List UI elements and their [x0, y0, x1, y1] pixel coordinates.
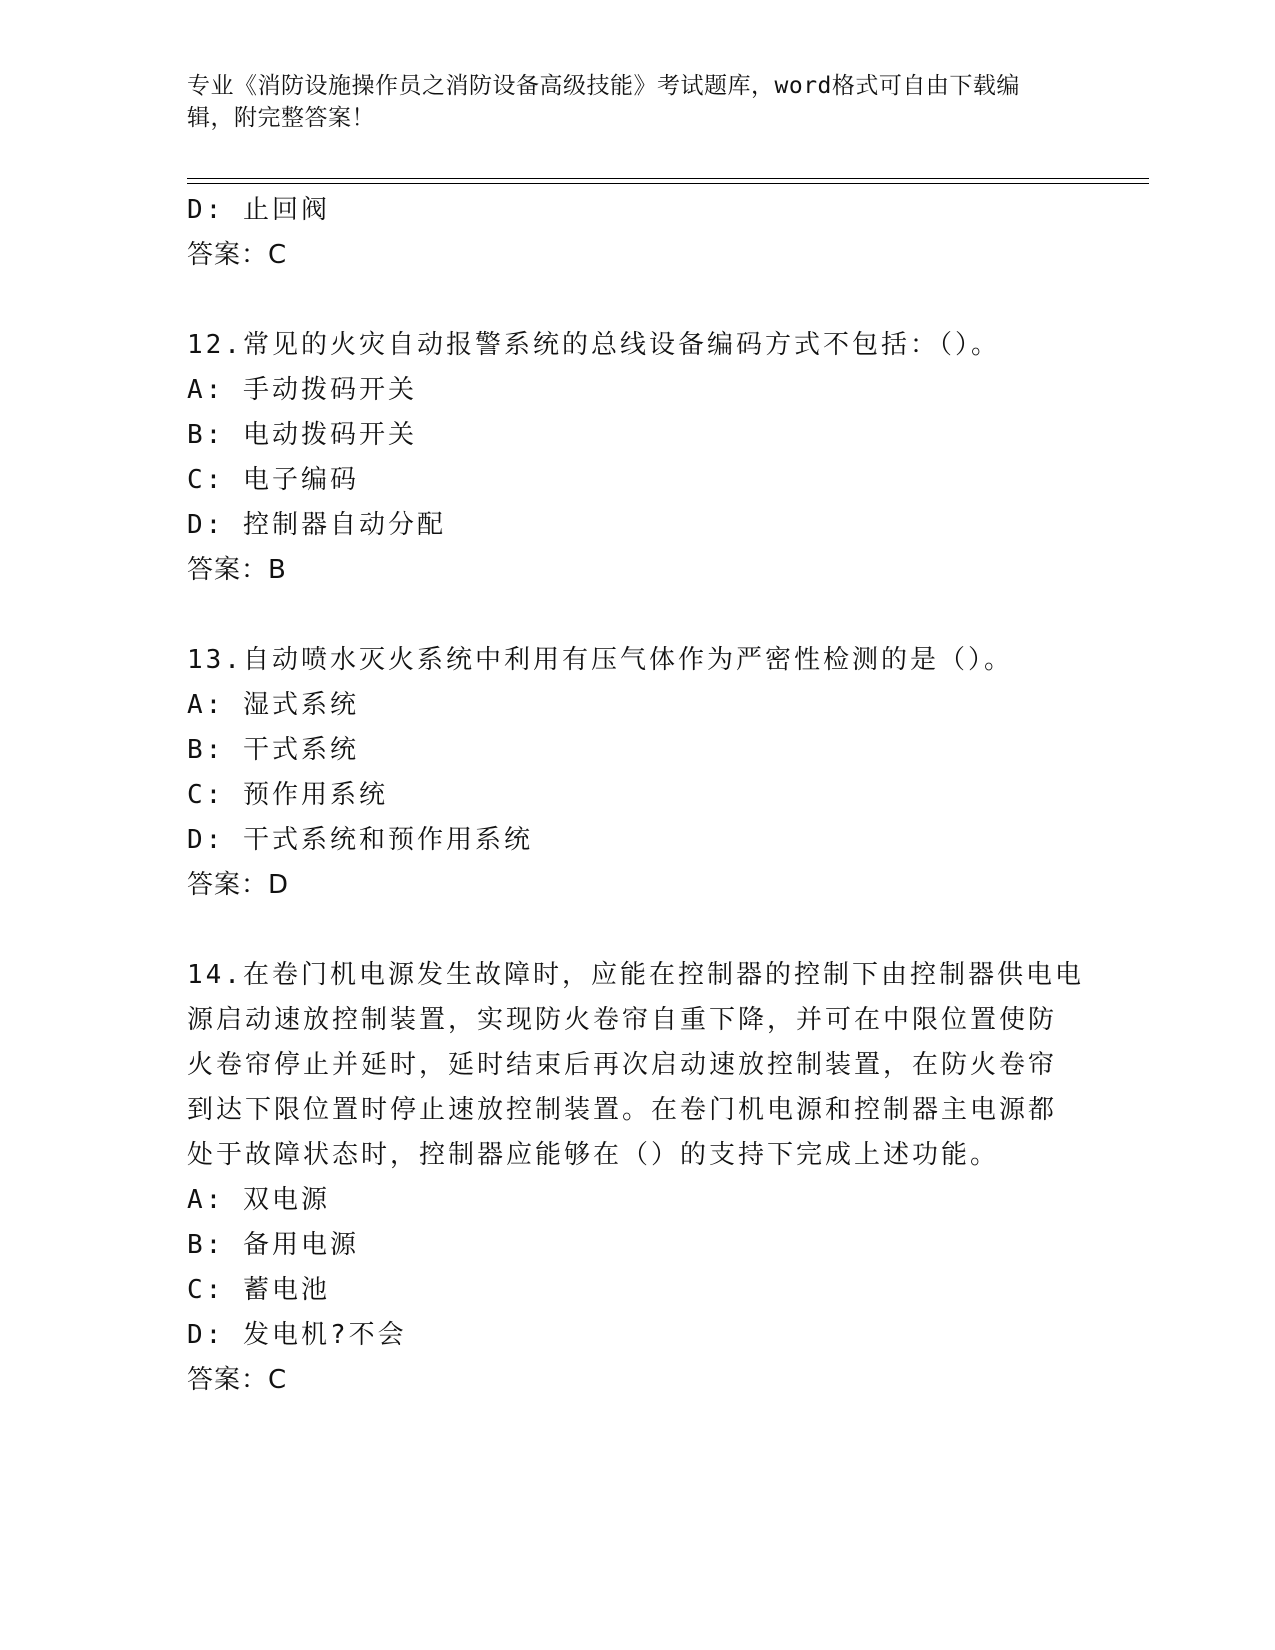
option-d: D: 控制器自动分配 — [187, 510, 446, 540]
question-14 — [187, 953, 1087, 1403]
question-stem: 13.自动喷水灭火系统中利用有压气体作为严密性检测的是（）。 — [187, 645, 1013, 675]
question-12 — [187, 323, 1087, 593]
answer-line: 答案：D — [187, 870, 290, 900]
question-stem-line-5: 处于故障状态时，控制器应能够在（）的支持下完成上述功能。 — [187, 1140, 1000, 1170]
answer-line: 答案：C — [187, 1365, 288, 1395]
question-list — [187, 188, 1087, 1403]
option-d: D: 止回阀 — [187, 195, 330, 225]
question-stem: 12.常见的火灾自动报警系统的总线设备编码方式不包括：（）。 — [187, 330, 1000, 360]
answer-line: 答案：C — [187, 240, 288, 270]
option-b: B: 电动拨码开关 — [187, 420, 417, 450]
header-divider-top — [187, 178, 1149, 179]
option-d: D: 干式系统和预作用系统 — [187, 825, 533, 855]
option-d: D: 发电机?不会 — [187, 1320, 407, 1350]
option-a: A: 手动拨码开关 — [187, 375, 417, 405]
option-b: B: 备用电源 — [187, 1230, 359, 1260]
spacer — [187, 908, 1087, 953]
spacer — [187, 278, 1087, 323]
option-c: C: 蓄电池 — [187, 1275, 330, 1305]
answer-line: 答案：B — [187, 555, 287, 585]
header-line-2: 辑，附完整答案！ — [187, 105, 375, 131]
header-divider-bottom — [187, 183, 1149, 184]
option-a: A: 湿式系统 — [187, 690, 359, 720]
document-header — [187, 70, 1067, 134]
option-c: C: 预作用系统 — [187, 780, 388, 810]
question-stem-line-3: 火卷帘停止并延时，延时结束后再次启动速放控制装置，在防火卷帘 — [187, 1050, 1058, 1080]
question-stem-line-4: 到达下限位置时停止速放控制装置。在卷门机电源和控制器主电源都 — [187, 1095, 1058, 1125]
header-line-1: 专业《消防设施操作员之消防设备高级技能》考试题库，word格式可自由下载编 — [187, 73, 1020, 99]
question-stem-line-2: 源启动速放控制装置，实现防火卷帘自重下降，并可在中限位置使防 — [187, 1005, 1058, 1035]
question-13 — [187, 638, 1087, 908]
option-b: B: 干式系统 — [187, 735, 359, 765]
spacer — [187, 593, 1087, 638]
option-a: A: 双电源 — [187, 1185, 330, 1215]
option-c: C: 电子编码 — [187, 465, 359, 495]
question-stem-line-1: 14.在卷门机电源发生故障时，应能在控制器的控制下由控制器供电电 — [187, 960, 1084, 990]
